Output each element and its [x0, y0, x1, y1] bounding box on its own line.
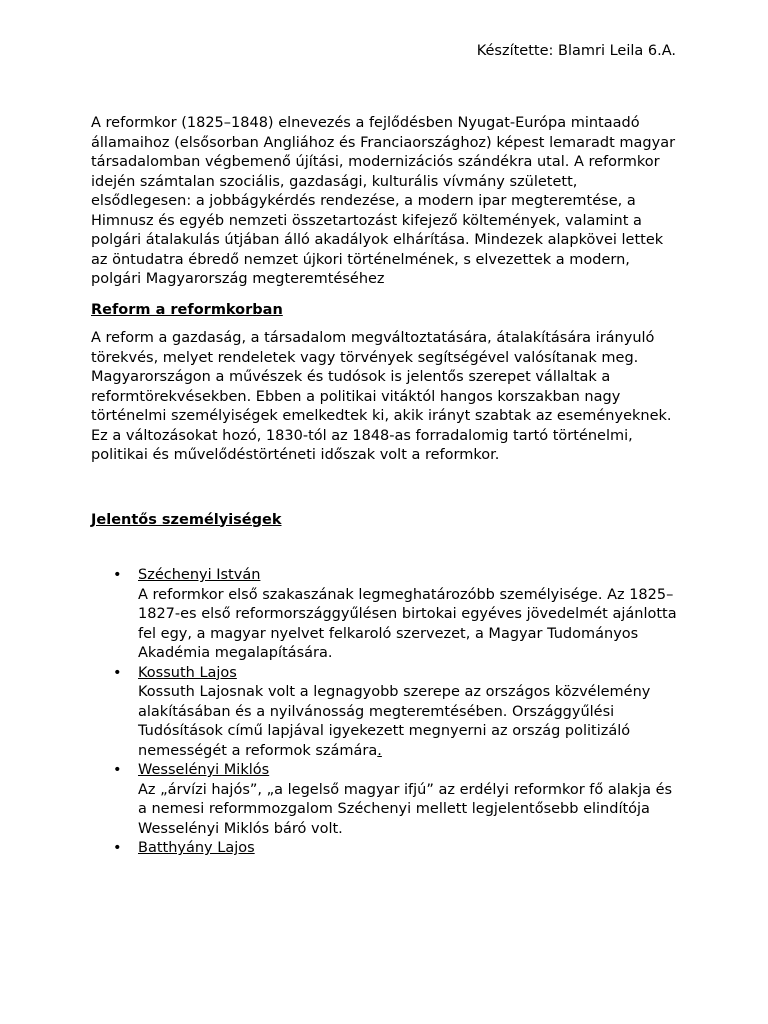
- person-description: Kossuth Lajosnak volt a legnagyobb szerepe az országos közvélemény alakításában és a nyilvánosság megteremtésében. Országgyűlési Tudósítások című lapjával igyekezett megnyerni az ország politizáló nemességét a reformok számára.: [138, 684, 651, 759]
- list-item: [91, 664, 681, 762]
- list-item: [91, 839, 681, 859]
- person-description: A reformkor első szakaszának legmeghatározóbb személyisége. Az 1825–1827-es első reformországgyűlésen birtokai egyéves jövedelmét ajánlotta fel egy, a magyar nyelvet felkaroló szervezet, a Magyar Tudományos Akadémia megalapítására.: [138, 586, 677, 661]
- person-name: Batthyány Lajos: [138, 840, 255, 856]
- person-name: Wesselényi Miklós: [138, 762, 270, 778]
- bullet-icon: •: [113, 567, 122, 583]
- intro-paragraph: A reformkor (1825–1848) elnevezés a fejlődésben Nyugat-Európa mintaadó államaihoz (elsősorban Angliához és Franciaországhoz) képest lemaradt magyar társadalomban végbemenő újítási, modernizációs szándékra utal. A reformkor idején számtalan szociális, gazdasági, kulturális vívmány született, elsődlegesen: a jobbágykérdés rendezése, a modern ipar megteremtése, a Himnusz és egyéb nemzeti összetartozást kifejező költemények, valamint a polgári átalakulás útjában álló akadályok elhárítása. Mindezek alapkövei lettek az öntudatra ébredő nemzet újkori történelmének, s elvezettek a modern, polgári Magyarország megteremtéséhez: [91, 115, 676, 287]
- bullet-icon: •: [113, 840, 122, 856]
- person-name: Széchenyi István: [138, 567, 261, 583]
- author-line: Készítette: Blamri Leila 6.A.: [476, 43, 676, 59]
- people-list: [91, 566, 681, 859]
- list-item: [91, 761, 681, 839]
- reform-paragraph: A reform a gazdaság, a társadalom megváltoztatására, átalakítására irányuló törekvés, melyet rendeletek vagy törvények segítségével valósítanak meg. Magyarországon a művészek és tudósok is jelentős szerepet vállaltak a reformtörekvésekben. Ebben a politikai vitáktól hangos korszakban nagy történelmi személyiségek emelkedtek ki, akik irányt szabtak az eseményeknek. Ez a változásokat hozó, 1830-tól az 1848-as forradalomig tartó történelmi, politikai és művelődéstörténeti időszak volt a reformkor.: [91, 330, 672, 463]
- list-item: [91, 566, 681, 664]
- reform-heading: Reform a reformkorban: [91, 301, 283, 318]
- bullet-icon: •: [113, 664, 122, 681]
- bullet-icon: •: [113, 762, 122, 778]
- document-body: [91, 114, 681, 859]
- people-heading: Jelentős személyiségek: [91, 511, 282, 528]
- person-name: Kossuth Lajos: [138, 664, 237, 681]
- person-description: Az „árvízi hajós”, „a legelső magyar ifjú” az erdélyi reformkor fő alakja és a nemesi reformmozgalom Széchenyi mellett legjelentősebb elindítója Wesselényi Miklós báró volt.: [138, 781, 673, 837]
